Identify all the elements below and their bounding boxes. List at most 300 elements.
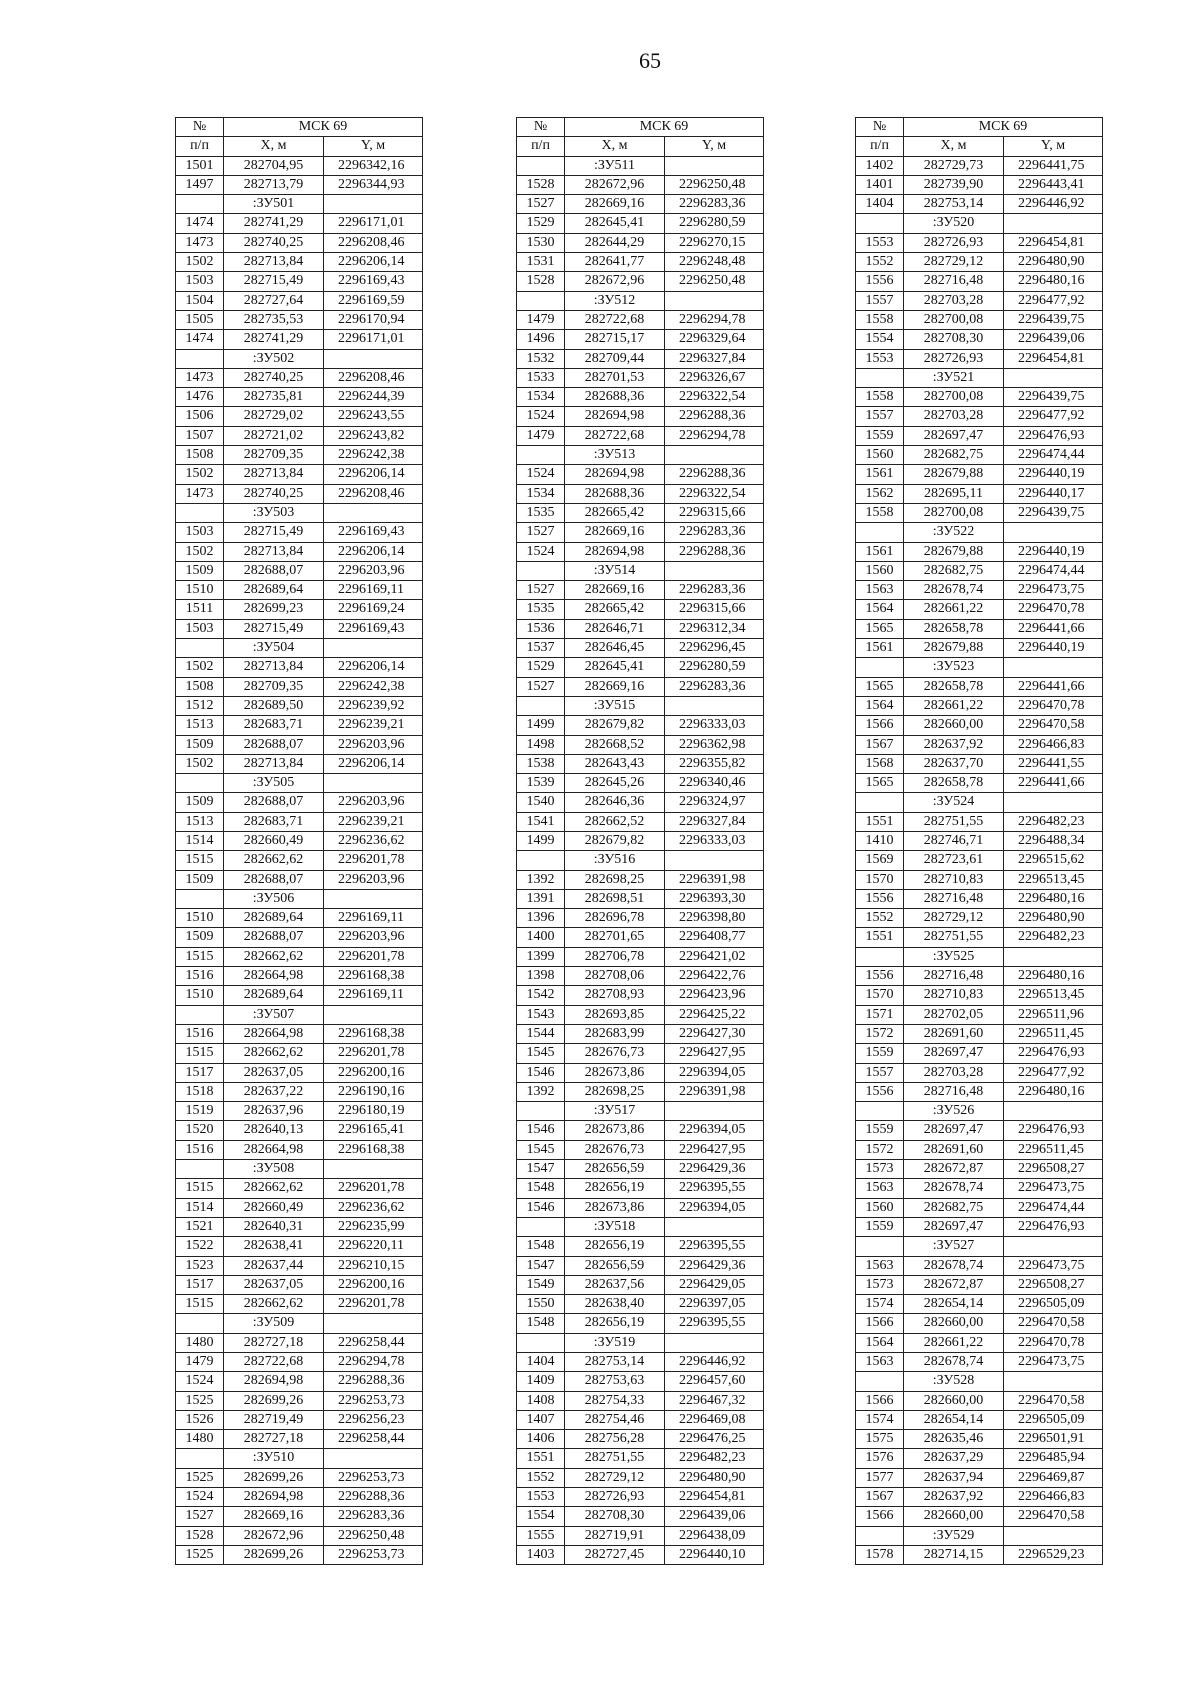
empty-cell xyxy=(324,503,423,522)
y-coordinate: 2296294,78 xyxy=(324,1353,423,1372)
x-coordinate: 282672,87 xyxy=(904,1160,1004,1179)
x-coordinate: 282678,74 xyxy=(904,1256,1004,1275)
point-number: 1408 xyxy=(517,1391,565,1410)
table-row xyxy=(856,851,1103,870)
x-coordinate: 282637,92 xyxy=(904,735,1004,754)
point-number: 1473 xyxy=(176,368,224,387)
empty-cell xyxy=(517,1217,565,1236)
x-coordinate: 282703,28 xyxy=(904,291,1004,310)
point-number: 1510 xyxy=(176,581,224,600)
x-coordinate: 282646,36 xyxy=(565,793,665,812)
x-coordinate: 282714,15 xyxy=(904,1545,1004,1564)
y-coordinate: 2296201,78 xyxy=(324,1044,423,1063)
y-coordinate: 2296168,38 xyxy=(324,967,423,986)
point-number: 1558 xyxy=(856,503,904,522)
point-number: 1557 xyxy=(856,291,904,310)
table-row xyxy=(176,484,423,503)
y-coordinate: 2296446,92 xyxy=(1004,195,1103,214)
point-number: 1528 xyxy=(176,1526,224,1545)
table-row xyxy=(856,407,1103,426)
point-number: 1535 xyxy=(517,600,565,619)
x-coordinate: 282754,46 xyxy=(565,1410,665,1429)
coordinates-table-1 xyxy=(175,117,423,1565)
point-number: 1551 xyxy=(856,928,904,947)
x-coordinate: 282735,81 xyxy=(224,388,324,407)
y-coordinate: 2296248,48 xyxy=(665,253,764,272)
table-row xyxy=(176,1063,423,1082)
x-coordinate: 282637,56 xyxy=(565,1275,665,1294)
y-coordinate: 2296210,15 xyxy=(324,1256,423,1275)
table-row xyxy=(176,523,423,542)
x-coordinate: 282673,86 xyxy=(565,1198,665,1217)
y-coordinate: 2296439,75 xyxy=(1004,310,1103,329)
point-number: 1406 xyxy=(517,1430,565,1449)
table-row xyxy=(517,214,764,233)
parcel-label-row xyxy=(517,446,764,465)
point-number: 1550 xyxy=(517,1295,565,1314)
y-coordinate: 2296485,94 xyxy=(1004,1449,1103,1468)
x-coordinate: 282735,53 xyxy=(224,310,324,329)
table-row xyxy=(517,928,764,947)
table-row xyxy=(176,1372,423,1391)
table-row xyxy=(517,1179,764,1198)
point-number: 1577 xyxy=(856,1468,904,1487)
point-number: 1512 xyxy=(176,696,224,715)
y-coordinate: 2296333,03 xyxy=(665,831,764,850)
x-coordinate: 282740,25 xyxy=(224,233,324,252)
y-coordinate: 2296394,05 xyxy=(665,1063,764,1082)
point-number: 1539 xyxy=(517,774,565,793)
point-number: 1576 xyxy=(856,1449,904,1468)
table-row xyxy=(517,503,764,522)
parcel-label-row xyxy=(517,156,764,175)
table-row xyxy=(856,484,1103,503)
y-coordinate: 2296477,92 xyxy=(1004,291,1103,310)
x-coordinate: 282694,98 xyxy=(224,1372,324,1391)
table-row xyxy=(856,330,1103,349)
table-row xyxy=(856,812,1103,831)
point-number: 1407 xyxy=(517,1410,565,1429)
point-number: 1524 xyxy=(517,465,565,484)
empty-cell xyxy=(1004,214,1103,233)
y-coordinate: 2296425,22 xyxy=(665,1005,764,1024)
table-row xyxy=(176,1237,423,1256)
y-coordinate: 2296169,43 xyxy=(324,523,423,542)
parcel-label: :ЗУ520 xyxy=(904,214,1004,233)
x-coordinate: 282669,16 xyxy=(565,677,665,696)
empty-cell xyxy=(176,1160,224,1179)
table-row xyxy=(176,1024,423,1043)
y-coordinate: 2296201,78 xyxy=(324,1295,423,1314)
y-coordinate: 2296394,05 xyxy=(665,1198,764,1217)
table-row xyxy=(176,1333,423,1352)
x-coordinate: 282709,44 xyxy=(565,349,665,368)
y-coordinate: 2296466,83 xyxy=(1004,1488,1103,1507)
point-number: 1503 xyxy=(176,619,224,638)
point-number: 1566 xyxy=(856,1391,904,1410)
table-row xyxy=(517,986,764,1005)
x-coordinate: 282694,98 xyxy=(565,407,665,426)
x-coordinate: 282729,12 xyxy=(565,1468,665,1487)
point-number: 1529 xyxy=(517,658,565,677)
table-row xyxy=(176,446,423,465)
table-row xyxy=(856,889,1103,908)
y-coordinate: 2296171,01 xyxy=(324,214,423,233)
point-number: 1497 xyxy=(176,175,224,194)
point-number: 1545 xyxy=(517,1140,565,1159)
x-coordinate: 282664,98 xyxy=(224,1140,324,1159)
x-coordinate: 282662,62 xyxy=(224,1295,324,1314)
y-coordinate: 2296324,97 xyxy=(665,793,764,812)
empty-cell xyxy=(517,1102,565,1121)
point-number: 1556 xyxy=(856,272,904,291)
empty-cell xyxy=(517,696,565,715)
parcel-label: :ЗУ516 xyxy=(565,851,665,870)
x-coordinate: 282689,64 xyxy=(224,581,324,600)
x-coordinate: 282694,98 xyxy=(224,1488,324,1507)
x-coordinate: 282673,86 xyxy=(565,1121,665,1140)
table-row xyxy=(856,426,1103,445)
parcel-label-row xyxy=(856,793,1103,812)
point-number: 1404 xyxy=(856,195,904,214)
table-row xyxy=(517,1468,764,1487)
y-coordinate: 2296515,62 xyxy=(1004,851,1103,870)
y-coordinate: 2296446,92 xyxy=(665,1353,764,1372)
point-number: 1548 xyxy=(517,1179,565,1198)
y-coordinate: 2296480,90 xyxy=(1004,909,1103,928)
x-coordinate: 282719,49 xyxy=(224,1410,324,1429)
x-coordinate: 282751,55 xyxy=(904,928,1004,947)
x-coordinate: 282668,52 xyxy=(565,735,665,754)
point-number: 1525 xyxy=(176,1468,224,1487)
x-coordinate: 282710,83 xyxy=(904,986,1004,1005)
y-coordinate: 2296474,44 xyxy=(1004,1198,1103,1217)
x-coordinate: 282753,14 xyxy=(904,195,1004,214)
parcel-label: :ЗУ524 xyxy=(904,793,1004,812)
point-number: 1575 xyxy=(856,1430,904,1449)
table-row xyxy=(176,1545,423,1564)
x-coordinate: 282709,35 xyxy=(224,677,324,696)
y-coordinate: 2296454,81 xyxy=(665,1488,764,1507)
y-coordinate: 2296322,54 xyxy=(665,388,764,407)
y-coordinate: 2296340,46 xyxy=(665,774,764,793)
point-number: 1409 xyxy=(517,1372,565,1391)
point-number: 1515 xyxy=(176,1295,224,1314)
x-coordinate: 282637,94 xyxy=(904,1468,1004,1487)
parcel-label-row xyxy=(176,1005,423,1024)
point-number: 1501 xyxy=(176,156,224,175)
empty-cell xyxy=(856,368,904,387)
point-number: 1567 xyxy=(856,1488,904,1507)
empty-cell xyxy=(176,639,224,658)
table-row xyxy=(517,1430,764,1449)
table-row xyxy=(856,1198,1103,1217)
parcel-label: :ЗУ507 xyxy=(224,1005,324,1024)
x-coordinate: 282679,88 xyxy=(904,542,1004,561)
y-coordinate: 2296421,02 xyxy=(665,947,764,966)
point-number: 1392 xyxy=(517,870,565,889)
parcel-label-row xyxy=(517,1102,764,1121)
y-coordinate: 2296470,78 xyxy=(1004,1333,1103,1352)
y-coordinate: 2296208,46 xyxy=(324,368,423,387)
parcel-label: :ЗУ528 xyxy=(904,1372,1004,1391)
point-number: 1554 xyxy=(856,330,904,349)
x-coordinate: 282683,71 xyxy=(224,812,324,831)
table-row xyxy=(517,1353,764,1372)
point-number: 1572 xyxy=(856,1140,904,1159)
table-row xyxy=(517,330,764,349)
y-coordinate: 2296427,95 xyxy=(665,1140,764,1159)
table-row xyxy=(856,774,1103,793)
x-coordinate: 282713,84 xyxy=(224,754,324,773)
y-coordinate: 2296505,09 xyxy=(1004,1295,1103,1314)
point-number: 1561 xyxy=(856,542,904,561)
x-coordinate: 282715,49 xyxy=(224,272,324,291)
table-row xyxy=(856,503,1103,522)
y-coordinate: 2296170,94 xyxy=(324,310,423,329)
y-coordinate: 2296239,21 xyxy=(324,716,423,735)
table-row xyxy=(176,1044,423,1063)
table-row xyxy=(517,1391,764,1410)
table-row xyxy=(517,426,764,445)
empty-cell xyxy=(176,889,224,908)
y-coordinate: 2296395,55 xyxy=(665,1314,764,1333)
x-coordinate: 282660,49 xyxy=(224,831,324,850)
x-coordinate: 282697,47 xyxy=(904,1121,1004,1140)
y-coordinate: 2296322,54 xyxy=(665,484,764,503)
x-coordinate: 282683,99 xyxy=(565,1024,665,1043)
x-coordinate: 282706,78 xyxy=(565,947,665,966)
empty-cell xyxy=(856,1526,904,1545)
y-coordinate: 2296206,14 xyxy=(324,658,423,677)
parcel-label-row xyxy=(176,503,423,522)
x-coordinate: 282703,28 xyxy=(904,1063,1004,1082)
point-number: 1552 xyxy=(856,253,904,272)
table-row xyxy=(176,368,423,387)
coordinates-table-2 xyxy=(516,117,764,1565)
table-row xyxy=(176,658,423,677)
point-number: 1526 xyxy=(176,1410,224,1429)
table-row xyxy=(176,156,423,175)
y-coordinate: 2296242,38 xyxy=(324,677,423,696)
point-number: 1551 xyxy=(856,812,904,831)
table-row xyxy=(176,754,423,773)
x-coordinate: 282719,91 xyxy=(565,1526,665,1545)
x-coordinate: 282722,68 xyxy=(224,1353,324,1372)
point-number: 1528 xyxy=(517,272,565,291)
point-number: 1566 xyxy=(856,1314,904,1333)
y-coordinate: 2296243,82 xyxy=(324,426,423,445)
table-row xyxy=(856,233,1103,252)
table-row xyxy=(856,967,1103,986)
table-row xyxy=(517,407,764,426)
header-number-bottom: п/п xyxy=(856,137,904,156)
parcel-label: :ЗУ508 xyxy=(224,1160,324,1179)
y-coordinate: 2296393,30 xyxy=(665,889,764,908)
x-coordinate: 282688,36 xyxy=(565,484,665,503)
point-number: 1479 xyxy=(517,310,565,329)
x-coordinate: 282672,96 xyxy=(565,175,665,194)
x-coordinate: 282669,16 xyxy=(224,1507,324,1526)
x-coordinate: 282698,25 xyxy=(565,1082,665,1101)
table-row xyxy=(856,195,1103,214)
table-row xyxy=(176,851,423,870)
table-row xyxy=(517,272,764,291)
table-body xyxy=(176,156,423,1565)
table-row xyxy=(517,1024,764,1043)
point-number: 1534 xyxy=(517,484,565,503)
y-coordinate: 2296208,46 xyxy=(324,233,423,252)
x-coordinate: 282660,00 xyxy=(904,1391,1004,1410)
point-number: 1565 xyxy=(856,677,904,696)
x-coordinate: 282746,71 xyxy=(904,831,1004,850)
table-row xyxy=(176,870,423,889)
point-number: 1499 xyxy=(517,831,565,850)
table-row xyxy=(176,1507,423,1526)
x-coordinate: 282700,08 xyxy=(904,388,1004,407)
table-row xyxy=(856,1044,1103,1063)
x-coordinate: 282683,71 xyxy=(224,716,324,735)
point-number: 1410 xyxy=(856,831,904,850)
y-coordinate: 2296508,27 xyxy=(1004,1160,1103,1179)
point-number: 1520 xyxy=(176,1121,224,1140)
table-row xyxy=(176,735,423,754)
x-coordinate: 282656,59 xyxy=(565,1160,665,1179)
point-number: 1561 xyxy=(856,465,904,484)
x-coordinate: 282669,16 xyxy=(565,523,665,542)
table-row xyxy=(517,253,764,272)
x-coordinate: 282658,78 xyxy=(904,619,1004,638)
point-number: 1556 xyxy=(856,1082,904,1101)
table-row xyxy=(856,1275,1103,1294)
parcel-label-row xyxy=(517,696,764,715)
x-coordinate: 282716,48 xyxy=(904,1082,1004,1101)
y-coordinate: 2296333,03 xyxy=(665,716,764,735)
y-coordinate: 2296168,38 xyxy=(324,1140,423,1159)
table-row xyxy=(517,1410,764,1429)
table-row xyxy=(176,561,423,580)
empty-cell xyxy=(1004,793,1103,812)
point-number: 1516 xyxy=(176,1024,224,1043)
point-number: 1503 xyxy=(176,523,224,542)
point-number: 1567 xyxy=(856,735,904,754)
table-row xyxy=(517,947,764,966)
x-coordinate: 282708,30 xyxy=(904,330,1004,349)
point-number: 1473 xyxy=(176,484,224,503)
point-number: 1553 xyxy=(856,233,904,252)
x-coordinate: 282693,85 xyxy=(565,1005,665,1024)
table-row xyxy=(517,1063,764,1082)
table-row xyxy=(517,1121,764,1140)
table-row xyxy=(176,426,423,445)
y-coordinate: 2296427,30 xyxy=(665,1024,764,1043)
table-row xyxy=(517,1275,764,1294)
x-coordinate: 282754,33 xyxy=(565,1391,665,1410)
point-number: 1510 xyxy=(176,986,224,1005)
empty-cell xyxy=(665,446,764,465)
point-number: 1552 xyxy=(856,909,904,928)
point-number: 1540 xyxy=(517,793,565,812)
x-coordinate: 282713,84 xyxy=(224,658,324,677)
x-coordinate: 282669,16 xyxy=(565,581,665,600)
y-coordinate: 2296169,43 xyxy=(324,272,423,291)
x-coordinate: 282700,08 xyxy=(904,310,1004,329)
x-coordinate: 282751,55 xyxy=(565,1449,665,1468)
y-coordinate: 2296469,87 xyxy=(1004,1468,1103,1487)
table-row xyxy=(176,310,423,329)
x-coordinate: 282660,00 xyxy=(904,716,1004,735)
x-coordinate: 282678,74 xyxy=(904,1179,1004,1198)
point-number: 1535 xyxy=(517,503,565,522)
table-row xyxy=(176,928,423,947)
empty-cell xyxy=(665,696,764,715)
y-coordinate: 2296391,98 xyxy=(665,870,764,889)
y-coordinate: 2296439,06 xyxy=(665,1507,764,1526)
y-coordinate: 2296482,23 xyxy=(1004,928,1103,947)
y-coordinate: 2296203,96 xyxy=(324,793,423,812)
point-number: 1553 xyxy=(856,349,904,368)
y-coordinate: 2296477,92 xyxy=(1004,407,1103,426)
parcel-label: :ЗУ504 xyxy=(224,639,324,658)
table-row xyxy=(856,446,1103,465)
y-coordinate: 2296236,62 xyxy=(324,831,423,850)
table-row xyxy=(517,1295,764,1314)
x-coordinate: 282727,45 xyxy=(565,1545,665,1564)
x-coordinate: 282654,14 xyxy=(904,1410,1004,1429)
table-row xyxy=(517,831,764,850)
header-number-top: № xyxy=(176,118,224,137)
table-row xyxy=(856,754,1103,773)
x-coordinate: 282661,22 xyxy=(904,696,1004,715)
table-row xyxy=(176,291,423,310)
table-row xyxy=(176,407,423,426)
x-coordinate: 282697,47 xyxy=(904,1217,1004,1236)
header-y: Y, м xyxy=(324,137,423,156)
x-coordinate: 282665,42 xyxy=(565,503,665,522)
parcel-label-row xyxy=(176,349,423,368)
parcel-label: :ЗУ503 xyxy=(224,503,324,522)
y-coordinate: 2296467,32 xyxy=(665,1391,764,1410)
y-coordinate: 2296513,45 xyxy=(1004,986,1103,1005)
table-row xyxy=(856,1391,1103,1410)
x-coordinate: 282641,77 xyxy=(565,253,665,272)
point-number: 1549 xyxy=(517,1275,565,1294)
table-row xyxy=(517,639,764,658)
table-row xyxy=(856,1333,1103,1352)
x-coordinate: 282676,73 xyxy=(565,1140,665,1159)
y-coordinate: 2296327,84 xyxy=(665,812,764,831)
table-row xyxy=(856,735,1103,754)
point-number: 1529 xyxy=(517,214,565,233)
parcel-label: :ЗУ511 xyxy=(565,156,665,175)
x-coordinate: 282656,19 xyxy=(565,1237,665,1256)
y-coordinate: 2296441,75 xyxy=(1004,156,1103,175)
x-coordinate: 282660,49 xyxy=(224,1198,324,1217)
point-number: 1551 xyxy=(517,1449,565,1468)
x-coordinate: 282715,17 xyxy=(565,330,665,349)
parcel-label-row xyxy=(176,1314,423,1333)
y-coordinate: 2296190,16 xyxy=(324,1082,423,1101)
point-number: 1558 xyxy=(856,388,904,407)
point-number: 1507 xyxy=(176,426,224,445)
x-coordinate: 282654,14 xyxy=(904,1295,1004,1314)
x-coordinate: 282637,22 xyxy=(224,1082,324,1101)
point-number: 1498 xyxy=(517,735,565,754)
empty-cell xyxy=(324,1314,423,1333)
x-coordinate: 282660,00 xyxy=(904,1507,1004,1526)
x-coordinate: 282751,55 xyxy=(904,812,1004,831)
point-number: 1527 xyxy=(517,195,565,214)
